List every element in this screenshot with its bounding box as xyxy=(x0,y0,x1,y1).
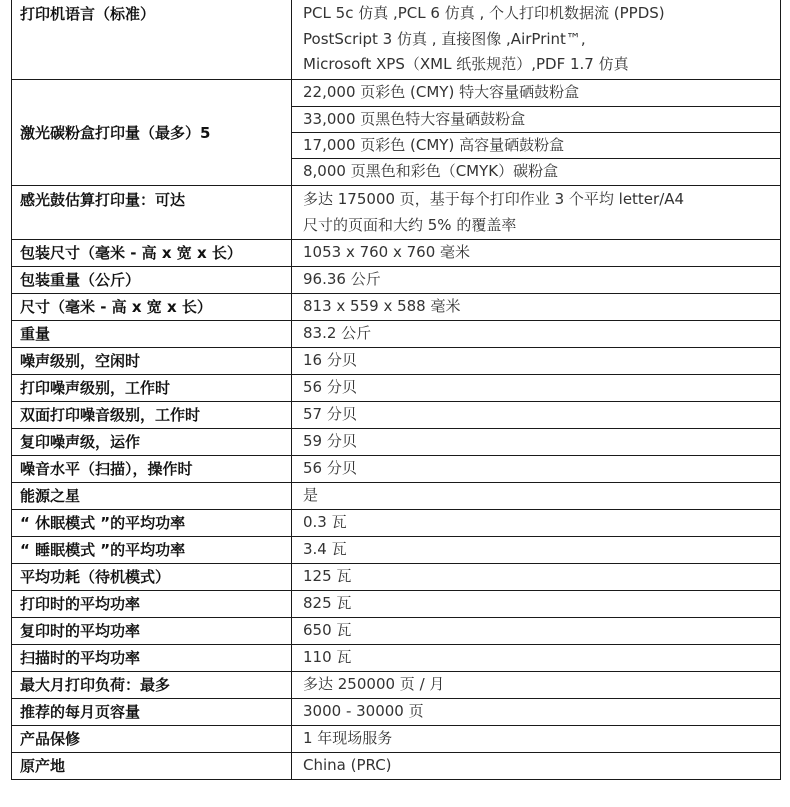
spec-label: 激光碳粉盒打印量（最多）5 xyxy=(12,80,292,185)
spec-row xyxy=(12,725,780,752)
spec-value: 56 分贝 xyxy=(303,378,357,397)
spec-value: 125 瓦 xyxy=(303,567,352,586)
spec-value: 16 分贝 xyxy=(303,351,357,370)
spec-value: 是 xyxy=(303,486,319,505)
spec-value: 17,000 页彩色 (CMY) 高容量硒鼓粉盒 xyxy=(292,132,780,158)
spec-value: PCL 5c 仿真 ,PCL 6 仿真 , 个人打印机数据流 (PPDS) PostScript 3 仿真 , 直接图像 ,AirPrint™, Microsoft XPS（XML 纸张规范）,PDF 1.7 仿真 xyxy=(303,4,665,73)
spec-label: 噪声级别，空闲时 xyxy=(12,348,292,374)
spec-value: 1053 x 760 x 760 毫米 xyxy=(303,243,471,262)
spec-label: 打印机语言（标准） xyxy=(12,0,292,79)
spec-label: 能源之星 xyxy=(12,483,292,509)
spec-value: 33,000 页黑色特大容量硒鼓粉盒 xyxy=(292,106,780,132)
spec-value: 1 年现场服务 xyxy=(303,729,393,748)
spec-row xyxy=(12,374,780,401)
spec-label: 推荐的每月页容量 xyxy=(12,699,292,725)
spec-row xyxy=(12,752,780,779)
spec-value: 96.36 公斤 xyxy=(303,270,381,289)
spec-label: 包装重量（公斤） xyxy=(12,267,292,293)
spec-row xyxy=(12,455,780,482)
spec-label: 产品保修 xyxy=(12,726,292,752)
spec-table xyxy=(11,0,781,780)
spec-row xyxy=(12,698,780,725)
spec-label: 打印时的平均功率 xyxy=(12,591,292,617)
spec-value: 825 瓦 xyxy=(303,594,352,613)
spec-row xyxy=(12,617,780,644)
spec-label: 包装尺寸（毫米 - 高 x 宽 x 长） xyxy=(12,240,292,266)
spec-value: 59 分贝 xyxy=(303,432,357,451)
spec-row xyxy=(12,428,780,455)
spec-row xyxy=(12,482,780,509)
spec-label: 平均功耗（待机模式） xyxy=(12,564,292,590)
spec-row xyxy=(12,320,780,347)
spec-value: 650 瓦 xyxy=(303,621,352,640)
spec-row xyxy=(12,266,780,293)
spec-label: “ 睡眠模式 ”的平均功率 xyxy=(12,537,292,563)
spec-row xyxy=(12,590,780,617)
spec-value: 0.3 瓦 xyxy=(303,513,347,532)
spec-label: 噪音水平（扫描），操作时 xyxy=(12,456,292,482)
spec-value: 3.4 瓦 xyxy=(303,540,347,559)
spec-label: 复印时的平均功率 xyxy=(12,618,292,644)
spec-label: 尺寸（毫米 - 高 x 宽 x 长） xyxy=(12,294,292,320)
spec-label: 重量 xyxy=(12,321,292,347)
spec-value: 110 瓦 xyxy=(303,648,352,667)
spec-value: 多达 175000 页，基于每个打印作业 3 个平均 letter/A4 尺寸的页面和大约 5% 的覆盖率 xyxy=(303,190,685,234)
spec-row xyxy=(12,563,780,590)
spec-value: 多达 250000 页 / 月 xyxy=(303,675,445,694)
spec-row-printer-language xyxy=(12,0,780,79)
spec-row xyxy=(12,536,780,563)
spec-value: 83.2 公斤 xyxy=(303,324,372,343)
spec-row xyxy=(12,239,780,266)
spec-label: 打印噪声级别，工作时 xyxy=(12,375,292,401)
spec-row xyxy=(12,293,780,320)
spec-row-toner-yield xyxy=(12,79,780,185)
spec-value: 813 x 559 x 588 毫米 xyxy=(303,297,461,316)
spec-value: 8,000 页黑色和彩色（CMYK）碳粉盒 xyxy=(292,158,780,185)
spec-row xyxy=(12,347,780,374)
spec-row xyxy=(12,401,780,428)
spec-value: 22,000 页彩色 (CMY) 特大容量硒鼓粉盒 xyxy=(303,83,580,102)
spec-value: 57 分贝 xyxy=(303,405,357,424)
spec-label: “ 休眠模式 ”的平均功率 xyxy=(12,510,292,536)
spec-label: 最大月打印负荷：最多 xyxy=(12,672,292,698)
spec-value: 56 分贝 xyxy=(303,459,357,478)
spec-value: China (PRC) xyxy=(303,756,392,775)
spec-label: 复印噪声级，运作 xyxy=(12,429,292,455)
spec-label: 双面打印噪音级别，工作时 xyxy=(12,402,292,428)
spec-row xyxy=(12,509,780,536)
spec-label: 原产地 xyxy=(12,753,292,779)
spec-label: 感光鼓估算打印量：可达 xyxy=(12,186,292,239)
spec-row xyxy=(12,644,780,671)
spec-value: 3000 - 30000 页 xyxy=(303,702,424,721)
spec-row xyxy=(12,671,780,698)
spec-label: 扫描时的平均功率 xyxy=(12,645,292,671)
spec-row-drum-yield xyxy=(12,185,780,239)
